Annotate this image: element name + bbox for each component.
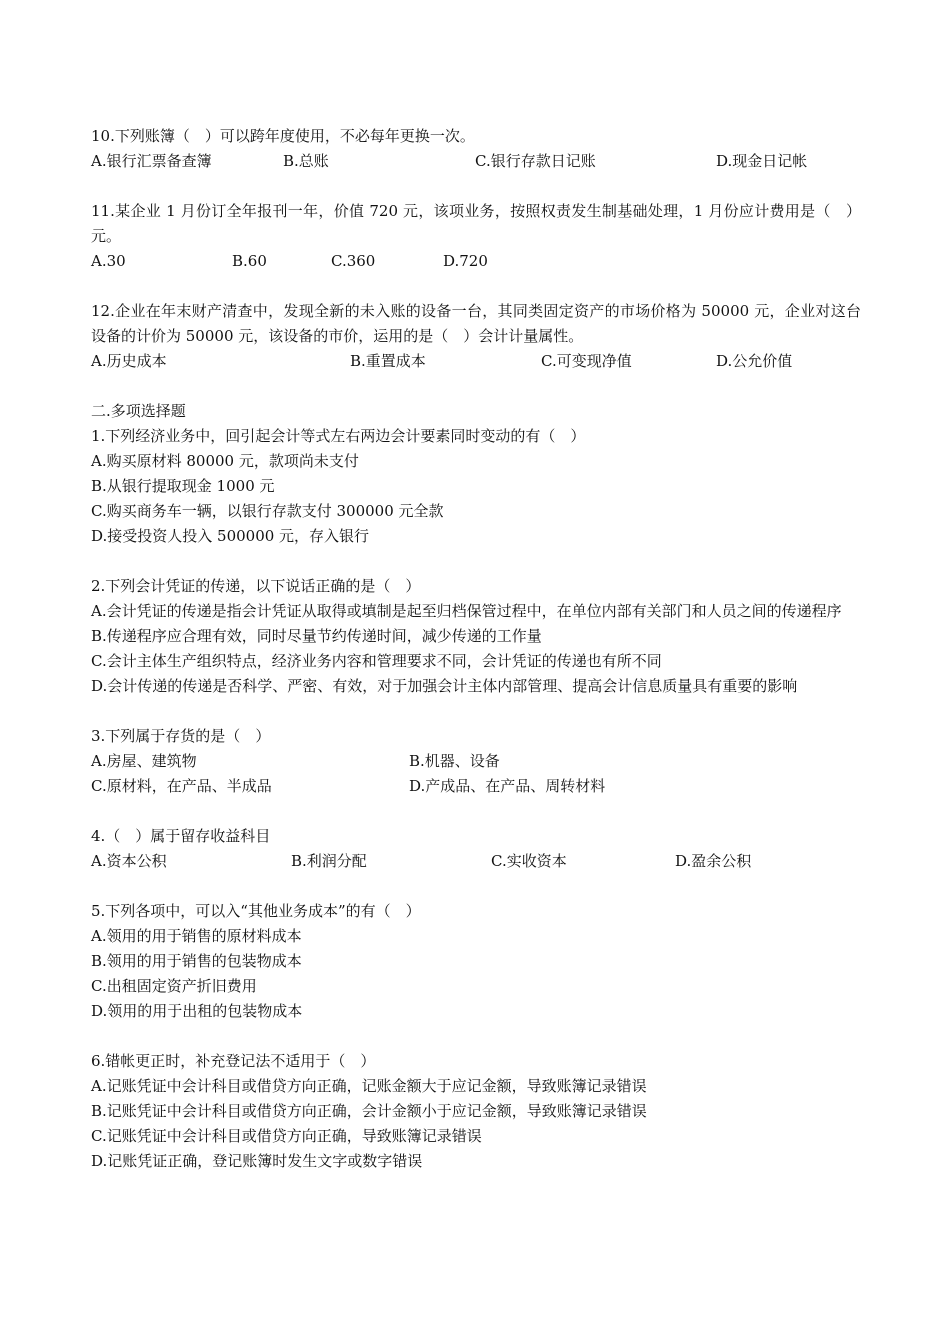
option-b: B.利润分配 bbox=[291, 852, 367, 870]
option-row bbox=[91, 749, 861, 774]
question-stem: 6.错帐更正时，补充登记法不适用于（ ） bbox=[91, 1052, 376, 1070]
option-d: D.720 bbox=[443, 252, 488, 270]
section-title: 二.多项选择题 bbox=[91, 402, 186, 420]
option-c: C.会计主体生产组织特点，经济业务内容和管理要求不同，会计凭证的传递也有所不同 bbox=[91, 652, 662, 670]
question-stem: 4.（ ）属于留存收益科目 bbox=[91, 827, 271, 845]
option-c: C.原材料，在产品、半成品 bbox=[91, 777, 272, 795]
option-b: B.从银行提取现金 1000 元 bbox=[91, 477, 275, 495]
option-b: B.传递程序应合理有效，同时尽量节约传递时间，减少传递的工作量 bbox=[91, 627, 542, 645]
option-row bbox=[91, 849, 861, 874]
option-row bbox=[91, 249, 861, 274]
question-stem: 10.下列账簿（ ）可以跨年度使用，不必每年更换一次。 bbox=[91, 127, 475, 145]
option-d: D.现金日记帐 bbox=[716, 152, 808, 170]
option-b: B.记账凭证中会计科目或借贷方向正确，会计金额小于应记金额，导致账簿记录错误 bbox=[91, 1102, 647, 1120]
option-b: B.领用的用于销售的包装物成本 bbox=[91, 952, 302, 970]
question-stem: 2.下列会计凭证的传递，以下说话正确的是（ ） bbox=[91, 577, 421, 595]
option-b: B.60 bbox=[232, 252, 267, 270]
option-d: D.领用的用于出租的包装物成本 bbox=[91, 1002, 303, 1020]
option-row bbox=[91, 349, 861, 374]
option-d: D.产成品、在产品、周转材料 bbox=[409, 777, 606, 795]
option-c: C.购买商务车一辆，以银行存款支付 300000 元全款 bbox=[91, 502, 444, 520]
question-stem: 11.某企业 1 月份订全年报刊一年，价值 720 元，该项业务，按照权责发生制基础处理，1 月份应计费用是（ ）元。 bbox=[91, 202, 861, 245]
option-c: C.可变现净值 bbox=[541, 352, 632, 370]
option-b: B.总账 bbox=[283, 152, 329, 170]
option-a: A.记账凭证中会计科目或借贷方向正确，记账金额大于应记金额，导致账簿记录错误 bbox=[91, 1077, 647, 1095]
question-stem: 1.下列经济业务中，回引起会计等式左右两边会计要素同时变动的有（ ） bbox=[91, 427, 586, 445]
question-stem: 12.企业在年末财产清查中，发现全新的未入账的设备一台，其同类固定资产的市场价格为 50000 元，企业对这台设备的计价为 50000 元，该设备的市价，运用的是（ ）会计计量属性。 bbox=[91, 302, 861, 345]
option-a: A.30 bbox=[91, 252, 126, 270]
option-a: A.银行汇票备查簿 bbox=[91, 152, 212, 170]
option-c: C.实收资本 bbox=[491, 852, 567, 870]
option-c: C.360 bbox=[331, 252, 376, 270]
option-b: B.重置成本 bbox=[350, 352, 426, 370]
option-c: C.记账凭证中会计科目或借贷方向正确，导致账簿记录错误 bbox=[91, 1127, 482, 1145]
option-d: D.记账凭证正确，登记账簿时发生文字或数字错误 bbox=[91, 1152, 423, 1170]
option-a: A.会计凭证的传递是指会计凭证从取得或填制是起至归档保管过程中，在单位内部有关部门和人员之间的传递程序 bbox=[91, 602, 842, 620]
option-a: A.资本公积 bbox=[91, 852, 167, 870]
option-c: C.出租固定资产折旧费用 bbox=[91, 977, 257, 995]
question-stem: 5.下列各项中，可以入“其他业务成本”的有（ ） bbox=[91, 902, 421, 920]
question-stem: 3.下列属于存货的是（ ） bbox=[91, 727, 271, 745]
exam-page bbox=[91, 124, 861, 1174]
option-d: D.接受投资人投入 500000 元，存入银行 bbox=[91, 527, 370, 545]
option-a: A.历史成本 bbox=[91, 352, 167, 370]
option-a: A.房屋、建筑物 bbox=[91, 752, 197, 770]
option-b: B.机器、设备 bbox=[409, 752, 500, 770]
option-row bbox=[91, 774, 861, 799]
option-d: D.盈余公积 bbox=[675, 852, 752, 870]
option-row bbox=[91, 149, 861, 174]
option-c: C.银行存款日记账 bbox=[475, 152, 596, 170]
option-d: D.会计传递的传递是否科学、严密、有效，对于加强会计主体内部管理、提高会计信息质量具有重要的影响 bbox=[91, 677, 798, 695]
option-d: D.公允价值 bbox=[716, 352, 793, 370]
option-a: A.购买原材料 80000 元，款项尚未支付 bbox=[91, 452, 359, 470]
option-a: A.领用的用于销售的原材料成本 bbox=[91, 927, 302, 945]
